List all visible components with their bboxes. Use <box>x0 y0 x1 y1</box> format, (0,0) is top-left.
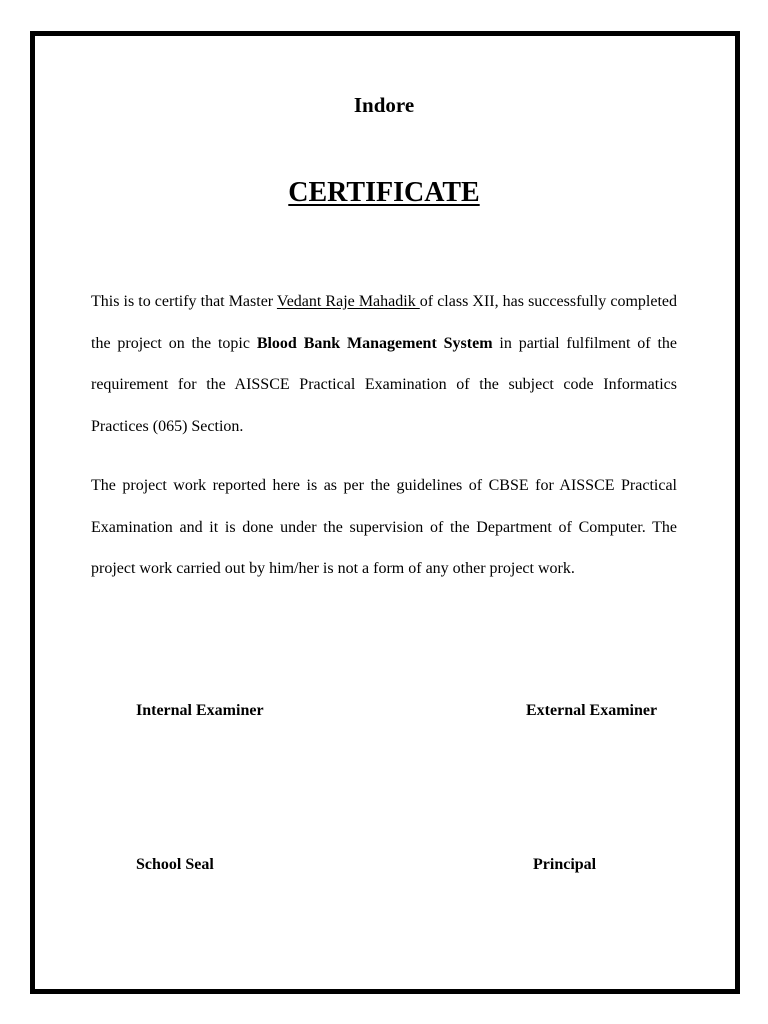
certification-paragraph <box>91 281 677 448</box>
paragraph-suffix: in partial fulfilment of the requirement for the AISSCE Practical Examination of the subject code Informatics Practices (065) Section. <box>91 334 678 436</box>
internal-examiner-label: Internal Examiner <box>136 702 264 719</box>
external-examiner-label: External Examiner <box>526 702 658 719</box>
certificate-title: CERTIFICATE <box>288 177 480 208</box>
city-heading: Indore <box>353 93 415 117</box>
project-topic: Blood Bank Management System <box>256 334 493 352</box>
student-name: Vedant Raje Mahadik <box>276 293 420 310</box>
paragraph-middle: of class XII, has successfully completed the project on the topic <box>91 293 678 352</box>
paragraph-prefix: This is to certify that Master <box>91 293 277 310</box>
principal-label: Principal <box>533 856 597 873</box>
guidelines-paragraph: The project work reported here is as per the guidelines of CBSE for AISSCE Practical Examination and it is done under the supervision of the Department of Computer. The project work carried out by him/her is not a form of any other project work. <box>91 477 677 578</box>
school-seal-label: School Seal <box>136 856 214 873</box>
